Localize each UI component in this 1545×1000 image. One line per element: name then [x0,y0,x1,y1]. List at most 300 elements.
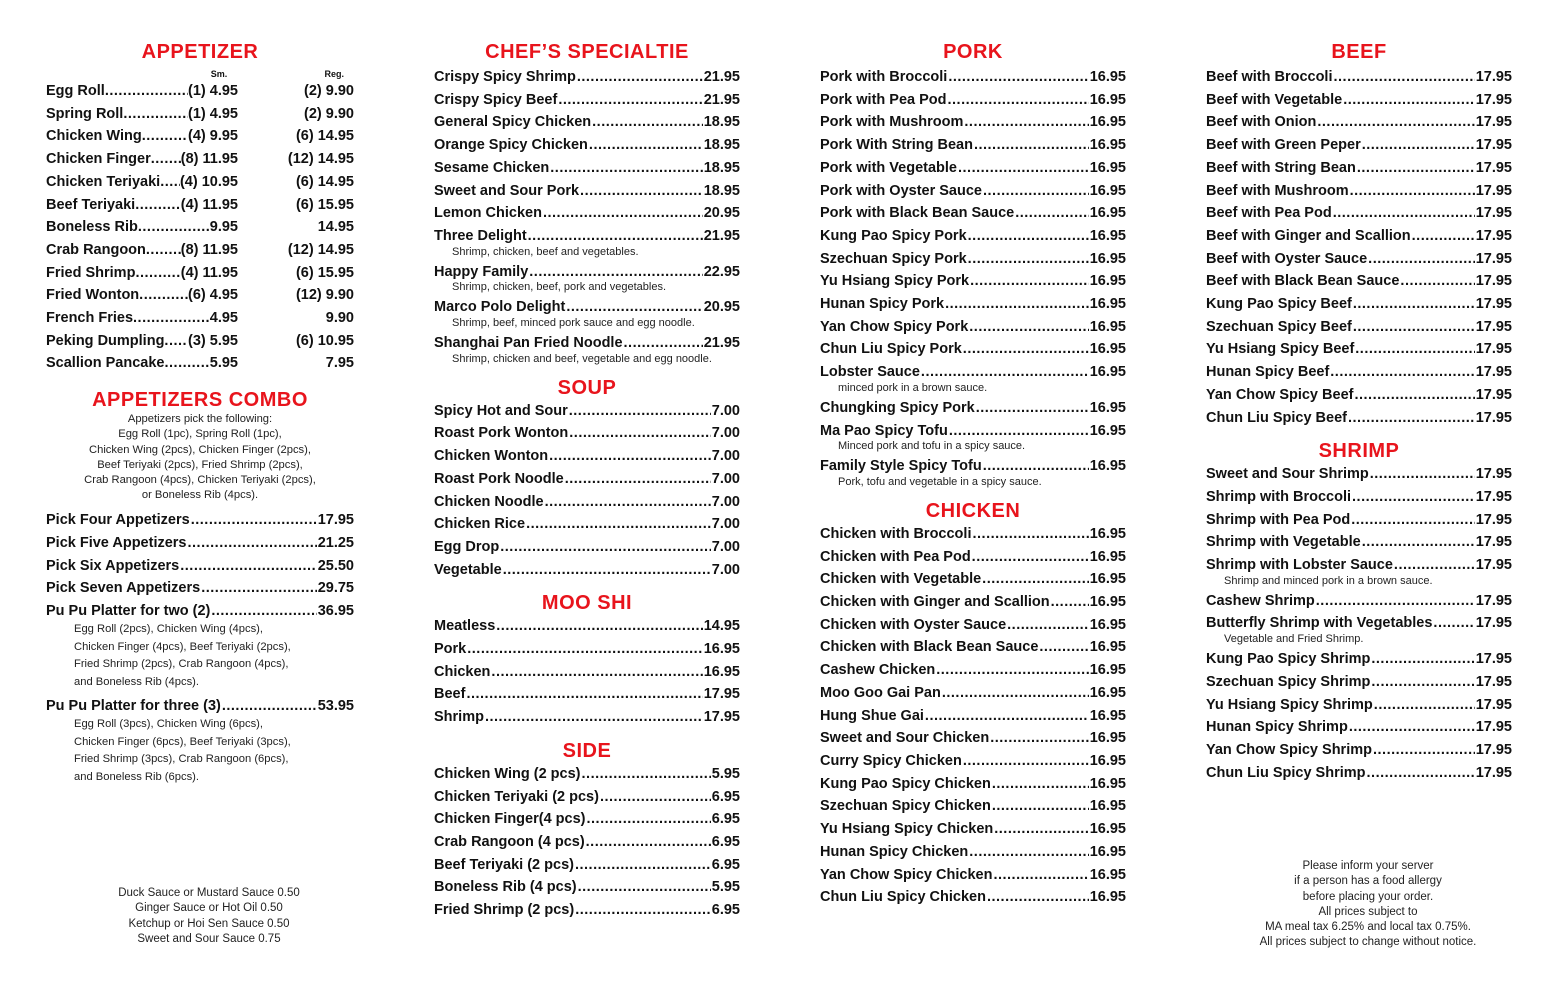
leader-dots [467,638,702,661]
leader-dots [970,270,1089,293]
section-title-soup: SOUP [557,376,617,399]
shrimp-list [1206,463,1512,784]
item-name: Sweet and Sour Shrimp [1206,466,1369,483]
menu-item [1206,648,1512,671]
menu-item [1206,463,1512,486]
item-price: 17.95 [1475,182,1512,199]
combo-desc-line: Beef Teriyaki (2pcs), Fried Shrimp (2pcs), [97,458,303,471]
item-description: Shrimp, chicken and beef, vegetable and egg noodle. [452,352,712,365]
menu-item [820,202,1126,225]
appetizer-left [46,262,238,285]
item-price: 17.95 [1475,764,1512,781]
regular-price: (12) 14.95 [287,151,354,168]
item-price: 6.95 [711,856,740,873]
menu-item [820,841,1126,864]
appetizer-left [46,171,238,194]
platter-line: Egg Roll (2pcs), Chicken Wing (4pcs), [74,622,264,635]
column-appetizers [46,40,354,790]
item-price: 16.95 [1089,639,1126,656]
menu-item [46,509,354,532]
leader-dots [982,568,1089,591]
item-name: Sesame Chicken [434,159,550,176]
combo-desc-line: Appetizers pick the following: [127,413,273,426]
item-name: Pork with Oyster Sauce [820,182,982,199]
item-price: 5.95 [711,879,740,896]
small-price: (8) 11.95 [180,151,238,168]
menu-item [820,636,1126,659]
chicken-list [820,523,1126,909]
item-name: Scallion Pancake [46,355,165,372]
leader-dots [135,262,180,285]
item-name: Peking Dumpling [46,332,165,349]
item-name: Sweet and Sour Pork [434,182,580,199]
item-name: Kung Pao Spicy Pork [820,227,967,244]
menu-item [434,786,740,809]
item-name: Lobster Sauce [820,364,920,381]
section-title-beef: BEEF [1331,41,1387,63]
item-price: 17.95 [1475,511,1512,528]
notice-line: MA meal tax 6.25% and local tax 0.75%. [1265,921,1471,934]
item-name: Beef with Onion [1206,114,1317,131]
item-price: 17.95 [317,512,354,529]
menu-item [1206,66,1512,89]
menu-item [820,614,1126,637]
platter-item [46,600,354,623]
item-price: 17.95 [1475,205,1512,222]
item-name: Shrimp [434,709,484,726]
item-price: 16.95 [1089,889,1126,906]
appetizer-left [46,103,238,126]
appetizer-item [46,171,354,194]
item-name: Hunan Spicy Shrimp [1206,719,1348,736]
item-price: 7.00 [711,402,740,419]
item-name: Ma Pao Spicy Tofu [820,422,948,439]
item-name: Crispy Spicy Shrimp [434,69,576,85]
leader-dots [1334,66,1475,89]
menu-item [434,763,740,786]
menu-item [820,659,1126,682]
menu-item [434,808,740,831]
leader-dots [974,134,1089,157]
menu-item [820,591,1126,614]
regular-price: (6) 15.95 [295,264,354,281]
regular-price: (6) 14.95 [295,173,354,190]
item-name: Yu Hsiang Spicy Chicken [820,821,994,838]
appetizer-left [46,352,238,375]
menu-item [820,270,1126,293]
menu-item [820,134,1126,157]
leader-dots [188,532,317,555]
item-name: Beef with Vegetable [1206,91,1343,108]
item-price: 17.95 [1475,318,1512,335]
item-price: 17.95 [1475,534,1512,551]
pork-list [820,66,1126,489]
leader-dots [1351,509,1474,532]
menu-item [1206,671,1512,694]
menu-item [820,682,1126,705]
leader-dots [969,316,1088,339]
item-description: Shrimp and minced pork in a brown sauce. [1224,574,1433,587]
small-price: (6) 4.95 [188,287,238,304]
appetizer-item [46,125,354,148]
item-price: 17.95 [1475,615,1512,632]
item-price: 22.95 [703,263,740,280]
menu-item [820,568,1126,591]
item-description: Shrimp, chicken, beef, pork and vegetables. [452,281,667,294]
item-name: Vegetable [434,561,502,578]
item-price: 16.95 [1089,458,1126,475]
leader-dots [1348,407,1475,430]
menu-item [434,180,740,203]
appetizer-left [46,239,238,262]
leader-dots [976,397,1089,420]
menu-item [434,513,740,536]
menu-item [434,615,740,638]
leader-dots [1353,316,1475,339]
item-price: 53.95 [317,698,354,715]
item-name: Pork With String Bean [820,137,973,154]
item-name: Fried Shrimp (2 pcs) [434,902,575,919]
item-price: 16.95 [1089,69,1126,85]
item-price: 18.95 [703,114,740,131]
leader-dots [983,180,1089,203]
menu-item [820,864,1126,887]
item-name: Hunan Spicy Beef [1206,364,1330,381]
side-list [434,763,740,922]
item-name: Beef with Ginger and Scallion [1206,227,1411,244]
menu-item [434,468,740,491]
menu-item [434,876,740,899]
item-name: Egg Roll [46,83,105,99]
item-name: Pick Five Appetizers [46,535,187,552]
leader-dots [1371,648,1474,671]
item-name: Chicken Wing (2 pcs) [434,765,581,782]
item-price: 17.95 [1475,592,1512,609]
item-price: 16.95 [1089,616,1126,633]
item-name: Beef with Green Peper [1206,137,1361,154]
item-name: Chicken with Ginger and Scallion [820,594,1050,611]
item-price: 14.95 [703,618,740,635]
item-name: Yan Chow Spicy Chicken [820,866,993,883]
appetizer-left [46,148,238,171]
item-price: 16.95 [1089,798,1126,815]
leader-dots [491,661,702,684]
appetizer-left [46,216,238,239]
item-name: Lemon Chicken [434,205,542,222]
item-name: Roast Pork Noodle [434,470,564,487]
item-price: 16.95 [1089,399,1126,416]
platter-line: Chicken Finger (6pcs), Beef Teriyaki (3pcs), [74,735,291,748]
item-price: 16.95 [1089,752,1126,769]
item-price: 17.95 [1475,341,1512,358]
item-name: Yan Chow Spicy Pork [820,318,969,335]
leader-dots [972,523,1088,546]
leader-dots [968,248,1089,271]
item-name: French Fries [46,310,134,327]
leader-dots [201,577,317,600]
item-name: Chicken Noodle [434,493,544,510]
item-name: Beef Teriyaki [46,196,136,213]
appetizer-left [46,284,238,307]
menu-item [434,536,740,559]
item-price: 6.95 [711,833,740,850]
leader-dots [1039,636,1088,659]
item-name: Pork with Pea Pod [820,91,947,108]
menu-item [434,445,740,468]
item-name: Pork with Broccoli [820,69,948,85]
item-price: 17.95 [1475,114,1512,131]
combo-desc-line: Egg Roll (1pc), Spring Roll (1pc), [118,428,282,441]
menu-item [434,661,740,684]
item-name: Szechuan Spicy Shrimp [1206,673,1371,690]
menu-item [1206,89,1512,112]
leader-dots [1316,590,1475,613]
item-description: Shrimp, beef, minced pork sauce and egg noodle. [452,317,695,330]
leader-dots [191,509,317,532]
menu-item [820,89,1126,112]
menu-item [1206,293,1512,316]
item-price: 17.95 [1475,673,1512,690]
item-name: Chicken Wonton [434,448,549,465]
item-name: Three Delight [434,227,527,244]
menu-item [1206,531,1512,554]
leader-dots [1362,134,1475,157]
menu-item [1206,509,1512,532]
item-name: Chicken Finger(4 pcs) [434,811,586,828]
item-price: 17.95 [1475,651,1512,668]
item-price: 18.95 [703,137,740,154]
item-price: 20.95 [703,205,740,222]
item-name: Chicken with Oyster Sauce [820,616,1007,633]
item-name: Pork with Vegetable [820,159,957,176]
leader-dots [151,148,181,171]
item-name: Marco Polo Delight [434,299,566,316]
item-name: Fried Shrimp [46,264,136,281]
platter-line: Fried Shrimp (3pcs), Crab Rangoon (6pcs), [74,753,289,766]
item-price: 16.95 [1089,775,1126,792]
leader-dots [485,706,703,729]
platter-line: Fried Shrimp (2pcs), Crab Rangoon (4pcs), [74,658,289,671]
item-name: Hunan Spicy Pork [820,296,945,313]
leader-dots [582,763,711,786]
item-name: Chun Liu Spicy Chicken [820,889,986,906]
leader-dots [526,513,711,536]
menu-item [434,854,740,877]
item-price: 16.95 [1089,114,1126,131]
item-price: 16.95 [1089,707,1126,724]
leader-dots [139,284,188,307]
item-name: Crab Rangoon [46,241,146,258]
menu-item [820,523,1126,546]
appetizer-item [46,284,354,307]
menu-item [434,899,740,922]
item-name: Spicy Hot and Sour [434,402,568,419]
mooshi-list [434,615,740,729]
item-name: General Spicy Chicken [434,114,592,131]
menu-item [434,491,740,514]
leader-dots [1433,612,1474,635]
item-price: 17.95 [1475,250,1512,267]
appetizer-left [46,80,238,103]
column-beef-shrimp [1206,40,1512,784]
section-title-shrimp: SHRIMP [1318,440,1400,463]
regular-size-label: Reg. [324,69,344,79]
leader-dots [586,831,711,854]
leader-dots [164,330,188,353]
item-price: 21.25 [317,535,354,552]
item-price: 16.95 [1089,422,1126,439]
item-name: Happy Family [434,263,529,280]
menu-item [434,559,740,582]
leader-dots [969,841,1088,864]
appetizer-item [46,352,354,375]
item-price: 16.95 [1089,843,1126,860]
item-price: 17.95 [1475,696,1512,713]
item-price: 16.95 [1089,525,1126,542]
item-description: Vegetable and Fried Shrimp. [1224,633,1364,646]
item-name: Beef with Oyster Sauce [1206,250,1368,267]
item-name: Chicken with Pea Pod [820,548,971,565]
leader-dots [543,202,703,225]
item-price: 16.95 [1089,318,1126,335]
menu-item [434,89,740,112]
item-price: 17.95 [1475,741,1512,758]
small-price: (4) 9.95 [188,128,238,145]
menu-item [1206,739,1512,762]
item-name: Fried Wonton [46,287,140,304]
item-price: 16.95 [1089,594,1126,611]
leader-dots [211,600,316,623]
menu-item [820,66,1126,89]
leader-dots [600,786,711,809]
item-name: Chicken [434,663,491,680]
menu-item [1206,225,1512,248]
item-name: Cashew Shrimp [1206,592,1315,609]
item-name: Chicken Wing [46,128,142,145]
item-name: Beef with Mushroom [1206,182,1349,199]
item-description: Pork, tofu and vegetable in a spicy sauce. [838,475,1042,488]
section-title-appetizer: APPETIZER [141,41,259,63]
menu-item [434,134,740,157]
item-price: 7.00 [711,448,740,465]
chef-list [434,66,740,366]
item-price: 16.95 [1089,296,1126,313]
item-price: 21.95 [703,335,740,352]
menu-item [820,886,1126,909]
item-name: Shrimp with Lobster Sauce [1206,557,1393,574]
leader-dots [993,864,1088,887]
item-description: Shrimp, chicken, beef and vegetables. [452,245,639,258]
item-name: Szechuan Spicy Beef [1206,318,1352,335]
item-price: 16.95 [1089,182,1126,199]
item-price: 17.95 [703,686,740,703]
item-price: 16.95 [1089,866,1126,883]
item-price: 16.95 [1089,821,1126,838]
item-name: Chicken with Broccoli [820,525,972,542]
menu-item [1206,694,1512,717]
leader-dots [1355,338,1474,361]
item-name: Shrimp with Pea Pod [1206,511,1351,528]
leader-dots [496,615,702,638]
notice-line: if a person has a food allergy [1294,875,1442,888]
item-name: Spring Roll [46,105,124,122]
menu-item [820,818,1126,841]
appetizer-item [46,148,354,171]
leader-dots [992,795,1089,818]
appetizer-item [46,307,354,330]
menu-item [820,397,1126,420]
menu-item [434,831,740,854]
leader-dots [558,89,702,112]
menu-item [434,66,740,89]
item-name: Beef Teriyaki (2 pcs) [434,856,574,873]
item-price: 7.00 [711,425,740,442]
item-name: Szechuan Spicy Pork [820,250,967,267]
menu-item [434,111,740,134]
platter-contents [46,716,354,787]
leader-dots [1350,180,1475,203]
leader-dots [164,352,209,375]
item-name: Yu Hsiang Spicy Pork [820,273,970,290]
item-price: 7.00 [711,516,740,533]
leader-dots [503,559,711,582]
appetizer-item [46,103,354,126]
menu-item [820,727,1126,750]
leader-dots [972,546,1089,569]
menu-item [1206,384,1512,407]
item-price: 16.95 [1089,571,1126,588]
item-price: 16.95 [1089,227,1126,244]
menu-item [1206,316,1512,339]
leader-dots [1007,614,1089,637]
regular-price: (12) 14.95 [287,241,354,258]
menu-item [1206,486,1512,509]
item-price: 16.95 [1089,364,1126,381]
leader-dots [1367,762,1475,785]
item-name: Yu Hsiang Spicy Shrimp [1206,696,1373,713]
leader-dots [565,468,711,491]
leader-dots [992,773,1089,796]
regular-price: (6) 10.95 [295,332,354,349]
item-price: 17.95 [1475,364,1512,381]
platter-line: and Boneless Rib (6pcs). [74,771,199,784]
leader-dots [549,445,711,468]
allergy-tax-notice [1228,859,1508,951]
column-pork-chicken [820,40,1126,909]
item-name: Shrimp with Vegetable [1206,534,1361,551]
item-name: Beef with Pea Pod [1206,205,1332,222]
section-title-combo: APPETIZERS COMBO [92,389,308,412]
platter-list [46,600,354,787]
item-name: Egg Drop [434,538,500,555]
item-price: 16.95 [1089,684,1126,701]
leader-dots [936,659,1088,682]
item-name: Curry Spicy Chicken [820,752,962,769]
menu-item [820,705,1126,728]
item-name: Beef with Broccoli [1206,69,1333,85]
menu-item [434,400,740,423]
appetizer-item [46,330,354,353]
item-price: 16.95 [703,663,740,680]
menu-item [820,180,1126,203]
leader-dots [578,876,711,899]
item-price: 16.95 [1089,91,1126,108]
item-price: 6.95 [711,811,740,828]
notice-line: before placing your order. [1302,890,1434,903]
item-price: 7.00 [711,493,740,510]
platter-line: Chicken Finger (4pcs), Beef Teriyaki (2pcs), [74,640,291,653]
small-price: 9.95 [209,219,238,236]
